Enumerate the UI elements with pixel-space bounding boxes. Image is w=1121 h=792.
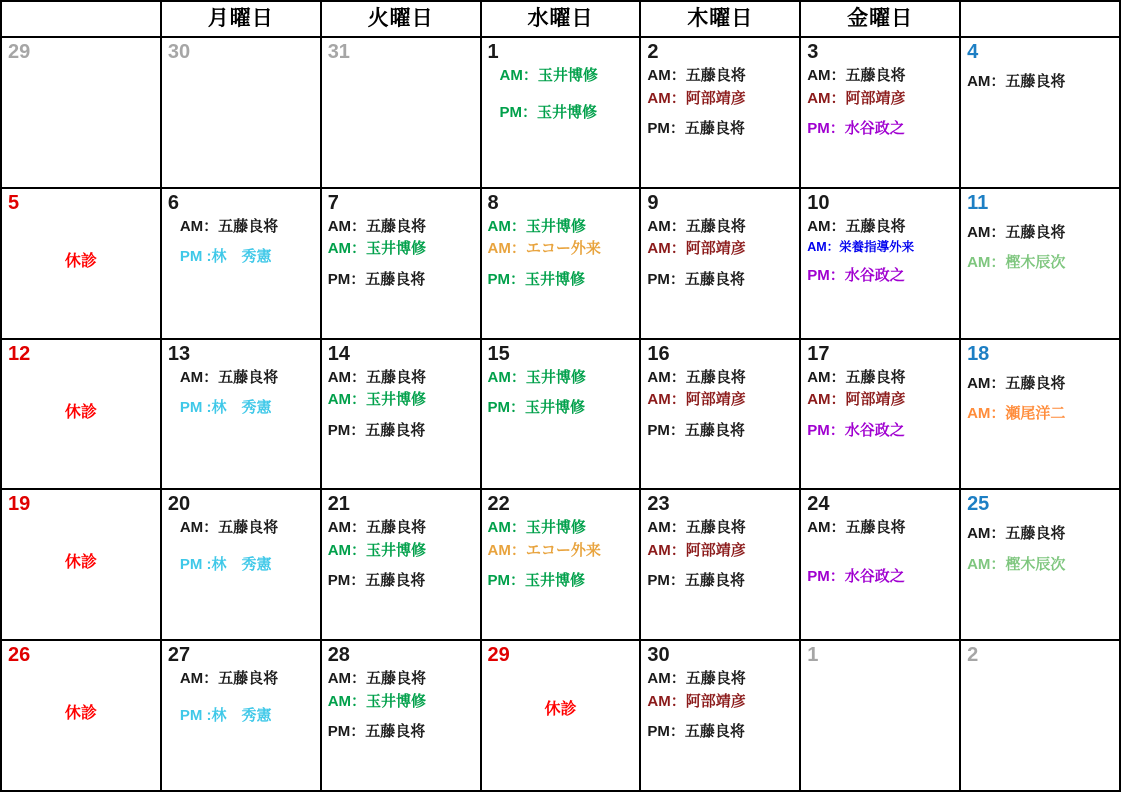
schedule-entry: AM：五藤良将: [807, 519, 906, 537]
schedule-entry: AM：玉井博修: [327, 692, 427, 710]
schedule-entry: AM：エコー外来: [487, 541, 601, 559]
holiday-label: 休診: [64, 705, 97, 723]
day-number: 2: [647, 41, 659, 63]
day-number: 16: [647, 342, 670, 365]
schedule-entry: AM：五藤良将: [327, 217, 427, 235]
calendar-day-cell[interactable]: [800, 188, 960, 339]
weekday-header-sat-6: 土曜日: [960, 1, 1120, 37]
schedule-entry: AM：阿部靖彦: [647, 541, 746, 559]
schedule-entry: AM：五藤良将: [807, 67, 906, 84]
schedule-entry: PM：玉井博修: [487, 270, 586, 288]
day-cell-content: [162, 340, 320, 489]
calendar-day-cell[interactable]: [960, 37, 1120, 188]
schedule-entry: AM：五藤良将: [967, 73, 1066, 90]
calendar-day-cell[interactable]: [960, 188, 1120, 339]
schedule-entry: PM：五藤良将: [647, 270, 745, 288]
calendar-day-cell[interactable]: [481, 37, 641, 188]
day-number: 14: [327, 342, 350, 365]
day-number: 22: [487, 493, 510, 516]
day-cell-content: [482, 641, 640, 790]
day-cell-content: [2, 641, 160, 790]
day-number: 26: [8, 644, 31, 667]
day-number: 6: [167, 191, 179, 214]
day-number: 24: [807, 493, 830, 516]
weekday-header-week-3: 水曜日: [481, 1, 641, 37]
day-cell-content: [2, 189, 160, 338]
calendar-day-cell[interactable]: [321, 37, 481, 188]
calendar-day-cell[interactable]: [800, 640, 960, 791]
schedule-entry: PM :林 秀憲: [179, 399, 272, 417]
day-number: 28: [327, 644, 350, 667]
schedule-entry: AM：玉井博修: [487, 368, 586, 386]
schedule-entry: PM：水谷政之: [807, 267, 905, 285]
calendar-day-cell[interactable]: [1, 339, 161, 490]
calendar-day-cell[interactable]: [640, 640, 800, 791]
schedule-entry: AM：樫木辰次: [967, 555, 1066, 573]
schedule-entry: AM：五藤良将: [967, 223, 1066, 241]
calendar-day-cell[interactable]: [640, 188, 800, 339]
day-cell-content: [801, 189, 959, 338]
schedule-entry: AM：阿部靖彦: [807, 89, 906, 107]
calendar-week-row: [1, 339, 1120, 490]
schedule-entry: AM：五藤良将: [967, 374, 1066, 392]
schedule-entry: PM :林 秀憲: [179, 706, 272, 724]
calendar-day-cell[interactable]: [1, 640, 161, 791]
calendar-header: [1, 1, 1120, 37]
schedule-entry: PM :林 秀憲: [179, 248, 272, 266]
schedule-entry: AM：五藤良将: [807, 217, 906, 235]
calendar-day-cell[interactable]: [161, 640, 321, 791]
day-number: 8: [487, 191, 499, 214]
day-cell-content: [162, 490, 320, 639]
day-events: [168, 517, 314, 576]
day-cell-content: [641, 38, 799, 187]
schedule-entry: AM：阿部靖彦: [647, 692, 746, 710]
day-cell-content: [801, 340, 959, 489]
schedule-entry: AM：瀬尾洋二: [967, 405, 1066, 423]
calendar-day-cell[interactable]: [481, 339, 641, 490]
schedule-entry: PM：五藤良将: [647, 120, 745, 137]
holiday-label: 休診: [64, 403, 97, 421]
holiday-label: 休診: [544, 701, 577, 719]
day-cell-content: [801, 490, 959, 639]
day-events: [807, 216, 953, 288]
schedule-entry: PM：水谷政之: [807, 120, 905, 137]
weekday-header-row: [1, 1, 1120, 37]
day-cell-content: [162, 38, 320, 187]
day-number: 4: [967, 41, 979, 63]
schedule-entry: AM：五藤良将: [647, 670, 746, 688]
day-cell-content: [961, 490, 1119, 639]
day-events: [488, 367, 634, 420]
day-events: [967, 523, 1113, 576]
day-number: 29: [487, 644, 510, 667]
day-events: [168, 216, 314, 269]
weekday-header-week-1: 月曜日: [161, 1, 321, 37]
day-number: 3: [807, 41, 819, 63]
schedule-entry: AM：阿部靖彦: [647, 89, 746, 107]
schedule-entry: AM：栄養指導外来: [807, 240, 915, 255]
day-number: 12: [8, 342, 31, 365]
day-number: 10: [807, 191, 830, 214]
day-number: 25: [967, 493, 990, 516]
day-cell-content: [2, 340, 160, 489]
day-events: [967, 71, 1113, 94]
day-events: [168, 668, 314, 727]
day-cell-content: [961, 340, 1119, 489]
calendar-week-row: [1, 489, 1120, 640]
calendar-week-row: [1, 640, 1120, 791]
schedule-entry: AM：五藤良将: [179, 217, 279, 235]
schedule-entry: AM：玉井博修: [327, 541, 427, 559]
schedule-entry: AM：五藤良将: [327, 670, 427, 688]
day-cell-content: [641, 490, 799, 639]
day-number: 31: [327, 41, 350, 63]
calendar-day-cell[interactable]: [1, 37, 161, 188]
schedule-entry: AM：阿部靖彦: [647, 391, 746, 409]
day-cell-content: [482, 189, 640, 338]
day-number: 11: [967, 191, 989, 214]
calendar-week-row: [1, 188, 1120, 339]
calendar-day-cell[interactable]: [800, 339, 960, 490]
schedule-entry: AM：五藤良将: [647, 67, 746, 84]
day-cell-content: [322, 490, 480, 639]
calendar-day-cell[interactable]: [481, 640, 641, 791]
day-number: 9: [647, 191, 659, 214]
weekday-header-week-4: 木曜日: [640, 1, 800, 37]
day-cell-content: [162, 641, 320, 790]
day-cell-content: [801, 641, 959, 790]
day-events: [647, 517, 793, 593]
day-cell-content: [641, 189, 799, 338]
calendar-day-cell[interactable]: [800, 489, 960, 640]
day-number: 1: [807, 644, 819, 667]
schedule-entry: AM：五藤良将: [179, 670, 279, 688]
schedule-entry: AM：樫木辰次: [967, 254, 1066, 272]
day-number: 23: [647, 493, 670, 516]
day-events: [807, 65, 953, 141]
day-events: [328, 668, 474, 744]
day-events: [647, 367, 793, 443]
calendar-day-cell[interactable]: [960, 489, 1120, 640]
schedule-entry: AM：五藤良将: [807, 368, 906, 386]
day-number: 2: [967, 644, 979, 667]
schedule-entry: AM：阿部靖彦: [807, 391, 906, 409]
schedule-entry: PM：五藤良将: [327, 723, 426, 741]
day-number: 13: [167, 342, 191, 365]
schedule-entry: AM：玉井博修: [487, 217, 586, 235]
day-number: 29: [8, 41, 31, 63]
schedule-entry: AM：エコー外来: [487, 240, 601, 258]
schedule-entry: PM：玉井博修: [487, 399, 586, 417]
day-cell-content: [2, 490, 160, 639]
day-events: [488, 65, 634, 124]
calendar-day-cell[interactable]: [161, 339, 321, 490]
calendar-day-cell[interactable]: [1, 188, 161, 339]
calendar-day-cell[interactable]: [161, 188, 321, 339]
schedule-entry: PM：水谷政之: [807, 567, 905, 585]
schedule-entry: AM：五藤良将: [179, 368, 279, 386]
weekday-header-week-5: 金曜日: [800, 1, 960, 37]
calendar-day-cell[interactable]: [960, 640, 1120, 791]
calendar-day-cell[interactable]: [1, 489, 161, 640]
calendar-body: [1, 37, 1120, 791]
day-number: 5: [8, 191, 20, 214]
day-events: [168, 367, 314, 420]
day-number: 27: [167, 644, 191, 667]
day-number: 30: [647, 644, 670, 667]
schedule-entry: AM：五藤良将: [327, 519, 427, 537]
day-number: 20: [167, 493, 191, 516]
calendar-day-cell[interactable]: [800, 37, 960, 188]
schedule-entry: PM：水谷政之: [807, 421, 905, 439]
day-cell-content: [801, 38, 959, 187]
holiday-label: 休診: [64, 554, 97, 572]
day-events: [647, 216, 793, 292]
day-cell-content: [482, 340, 640, 489]
day-cell-content: [641, 340, 799, 489]
day-events: [647, 668, 793, 744]
day-events: [967, 373, 1113, 426]
day-events: [807, 517, 953, 588]
day-events: [328, 367, 474, 443]
day-number: 17: [807, 342, 830, 365]
schedule-entry: PM：五藤良将: [647, 421, 745, 439]
schedule-entry: AM：玉井博修: [487, 519, 586, 537]
schedule-entry: PM：五藤良将: [647, 723, 745, 741]
schedule-entry: PM :林 秀憲: [179, 555, 272, 573]
weekday-header-sun-0: 日曜日: [1, 1, 161, 37]
day-number: 21: [327, 493, 350, 516]
day-number: 1: [487, 41, 499, 63]
schedule-entry: AM：五藤良将: [647, 368, 746, 386]
day-cell-content: [961, 641, 1119, 790]
schedule-entry: AM：五藤良将: [967, 525, 1066, 543]
calendar-day-cell[interactable]: [161, 37, 321, 188]
calendar-day-cell[interactable]: [321, 640, 481, 791]
schedule-entry: AM：五藤良将: [647, 217, 746, 235]
day-events: [488, 517, 634, 593]
calendar-day-cell[interactable]: [640, 339, 800, 490]
calendar-day-cell[interactable]: [161, 489, 321, 640]
day-cell-content: [961, 38, 1119, 187]
schedule-entry: AM：玉井博修: [327, 391, 427, 409]
day-events: [328, 517, 474, 593]
day-cell-content: [322, 641, 480, 790]
schedule-entry: PM：玉井博修: [499, 103, 598, 121]
schedule-entry: AM：五藤良将: [179, 519, 279, 537]
day-cell-content: [482, 490, 640, 639]
day-cell-content: [322, 189, 480, 338]
day-events: [647, 65, 793, 141]
calendar-week-row: [1, 37, 1120, 188]
calendar-day-cell[interactable]: [321, 188, 481, 339]
day-cell-content: [322, 340, 480, 489]
day-cell-content: [162, 189, 320, 338]
schedule-entry: AM：玉井博修: [499, 67, 598, 84]
day-events: [967, 222, 1113, 275]
day-events: [488, 216, 634, 292]
day-number: 30: [167, 41, 191, 63]
schedule-entry: AM：玉井博修: [327, 240, 427, 258]
day-number: 18: [967, 342, 990, 365]
day-cell-content: [482, 38, 640, 187]
holiday-label: 休診: [64, 252, 97, 270]
schedule-entry: PM：五藤良将: [327, 270, 426, 288]
calendar-day-cell[interactable]: [640, 37, 800, 188]
day-cell-content: [322, 38, 480, 187]
schedule-entry: PM：玉井博修: [487, 572, 586, 590]
calendar-day-cell[interactable]: [321, 489, 481, 640]
calendar-day-cell[interactable]: [481, 489, 641, 640]
calendar-day-cell[interactable]: [481, 188, 641, 339]
day-cell-content: [961, 189, 1119, 338]
calendar-day-cell[interactable]: [640, 489, 800, 640]
schedule-entry: AM：阿部靖彦: [647, 240, 746, 258]
day-events: [328, 216, 474, 292]
day-number: 15: [487, 342, 510, 365]
schedule-entry: AM：五藤良将: [327, 368, 427, 386]
day-number: 19: [8, 493, 31, 516]
day-cell-content: [2, 38, 160, 187]
schedule-entry: PM：五藤良将: [327, 572, 426, 590]
calendar-day-cell[interactable]: [960, 339, 1120, 490]
schedule-entry: PM：五藤良将: [647, 572, 745, 590]
schedule-entry: AM：五藤良将: [647, 519, 746, 537]
weekday-header-week-2: 火曜日: [321, 1, 481, 37]
day-number: 7: [327, 191, 339, 214]
day-cell-content: [641, 641, 799, 790]
calendar-day-cell[interactable]: [321, 339, 481, 490]
schedule-entry: PM：五藤良将: [327, 421, 426, 439]
day-events: [807, 367, 953, 443]
